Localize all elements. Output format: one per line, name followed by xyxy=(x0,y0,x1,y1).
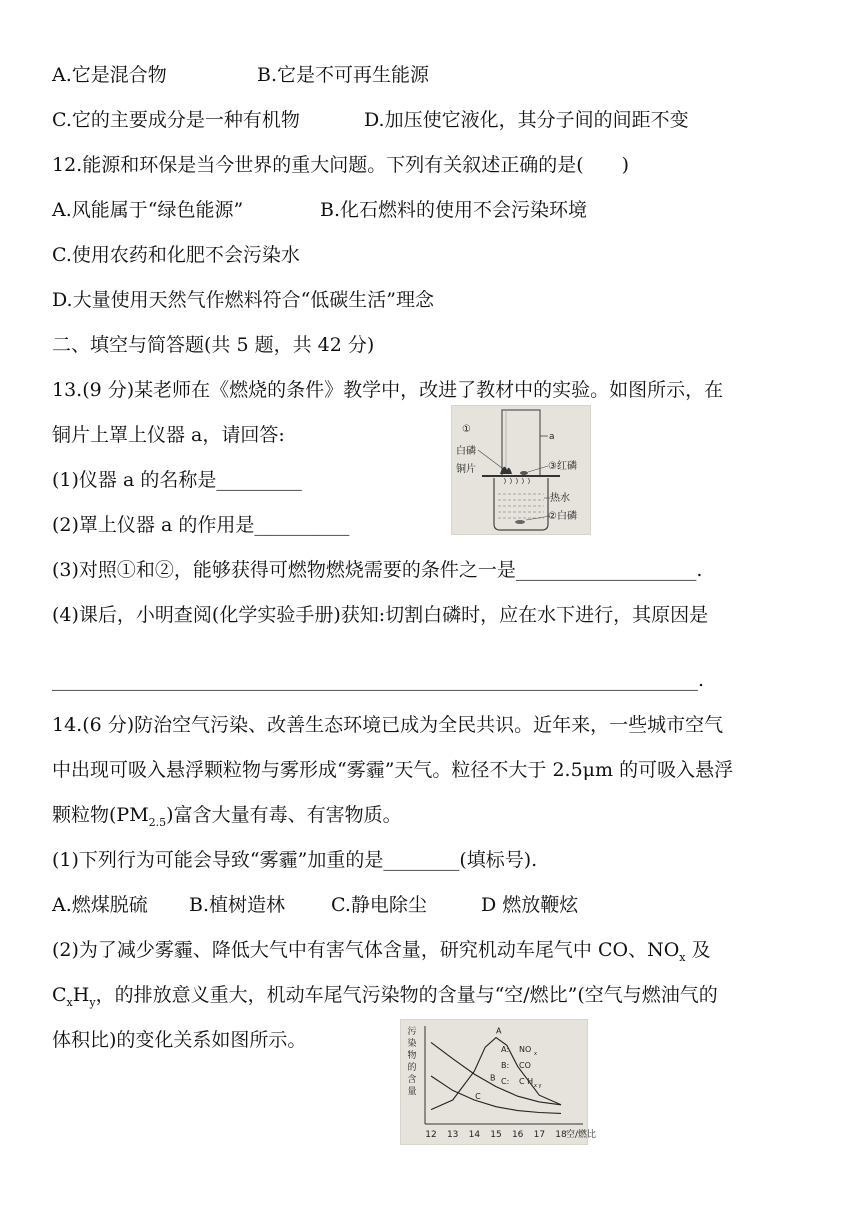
legend-name: C H xyxy=(519,1077,534,1086)
q14-stem-line3-end: )富含大量有毒、有害物质。 xyxy=(166,804,402,826)
q12-option-d: D.大量使用天然气作燃料符合“低碳生活”理念 xyxy=(52,289,435,311)
legend-subscript: x xyxy=(534,1051,537,1057)
y-axis-label-char: 的 xyxy=(407,1063,417,1073)
formula-h: H xyxy=(72,984,90,1006)
q11-option-b: B.它是不可再生能源 xyxy=(257,64,430,86)
y-axis-label-char: 染 xyxy=(407,1039,417,1049)
q14-option-a: A.燃煤脱硫 xyxy=(52,894,148,916)
q12-option-a: A.风能属于“绿色能源” xyxy=(52,199,244,221)
y-axis-label-char: 物 xyxy=(407,1051,417,1061)
q14-option-d: D 燃放鞭炫 xyxy=(481,894,579,916)
label-a: a xyxy=(549,432,555,442)
label-white-phosphorus-2: ②白磷 xyxy=(548,511,577,522)
formula-sub-x: x xyxy=(66,996,73,1009)
series-line-1 xyxy=(431,1038,561,1110)
label-hot-water: 热水 xyxy=(550,493,570,504)
section-title: 二、填空与简答题(共 5 题，共 42 分) xyxy=(52,334,375,356)
label-white-phosphorus: 白磷 xyxy=(456,446,476,457)
pm-subscript: 2.5 xyxy=(148,816,167,829)
x-tick-label: 13 xyxy=(446,1130,459,1140)
q12-stem: 12.能源和环保是当今世界的重大问题。下列有关叙述正确的是( ) xyxy=(52,154,630,176)
series-line-2 xyxy=(431,1042,561,1104)
curve-label-C: C xyxy=(475,1091,481,1101)
q14-part2-line1 xyxy=(52,937,711,971)
series-line-3 xyxy=(431,1073,561,1113)
apparatus-diagram xyxy=(452,406,590,534)
nox-subscript: x xyxy=(679,951,686,964)
q11-options-row1 xyxy=(52,62,430,88)
q12-option-c: C.使用农药和化肥不会污染水 xyxy=(52,244,300,266)
x-tick-label: 14 xyxy=(468,1130,481,1140)
q12-option-b: B.化石燃料的使用不会污染环境 xyxy=(320,199,588,221)
red-phosphorus xyxy=(520,471,528,475)
q13-stem-line1: 13.(9 分)某老师在《燃烧的条件》教学中，改进了教材中的实验。如图所示，在 xyxy=(52,379,724,401)
q14-options xyxy=(52,892,579,918)
y-axis-label-char: 量 xyxy=(407,1087,417,1097)
label-red-phosphorus: ③红磷 xyxy=(548,461,577,472)
q11-option-d: D.加压使它液化，其分子间的间距不变 xyxy=(364,109,689,131)
apparatus-figure xyxy=(451,405,591,535)
q14-option-c: C.静电除尘 xyxy=(331,894,427,916)
legend-subscript: x y xyxy=(534,1083,542,1089)
legend-key: B: xyxy=(501,1061,510,1070)
y-axis-label-char: 含 xyxy=(407,1075,417,1085)
q13-part4: (4)课后，小明查阅(化学实验手册)获知:切割白磷时，应在水下进行，其原因是 xyxy=(52,604,709,626)
x-tick-label: 17 xyxy=(533,1130,546,1140)
legend-key: A: xyxy=(501,1045,510,1054)
label-1: ① xyxy=(462,424,471,435)
q14-part1: (1)下列行为可能会导致“雾霾”加重的是________(填标号). xyxy=(52,849,538,871)
legend-key: C: xyxy=(501,1077,510,1086)
label-copper: 铜片 xyxy=(456,464,476,475)
formula-sub-y: y xyxy=(89,996,96,1009)
q14-stem-line1: 14.(6 分)防治空气污染、改善生态环境已成为全民共识。近年来，一些城市空气 xyxy=(52,714,724,736)
q14-part2-line1-start: (2)为了减少雾霾、降低大气中有害气体含量，研究机动车尾气中 CO、NO xyxy=(52,939,680,961)
x-tick-label: 12 xyxy=(425,1130,437,1140)
q14-stem-line3 xyxy=(52,802,402,836)
q14-part2-line2 xyxy=(52,982,718,1016)
q14-part2-line1-end: 及 xyxy=(685,939,711,961)
y-axis-label xyxy=(407,1026,416,1097)
legend-name: CO xyxy=(519,1061,531,1070)
container-a xyxy=(502,410,540,476)
pollutant-chart xyxy=(401,1020,597,1144)
q14-stem-line2: 中出现可吸入悬浮颗粒物与雾形成“雾霾”天气。粒径不大于 2.5μm 的可吸入悬浮 xyxy=(52,759,734,781)
q13-part2: (2)罩上仪器 a 的作用是__________ xyxy=(52,514,350,536)
q14-part2-line3: 体积比)的变化关系如图所示。 xyxy=(52,1029,307,1051)
curve-label-B: B xyxy=(490,1073,496,1083)
hot-water xyxy=(498,494,544,518)
q11-option-c: C.它的主要成分是一种有机物 xyxy=(52,109,300,131)
q14-option-b: B.植树造林 xyxy=(189,894,286,916)
q13-part1: (1)仪器 a 的名称是_________ xyxy=(52,469,302,491)
q13-part3: (3)对照①和②，能够获得可燃物燃烧需要的条件之一是___________________. xyxy=(52,559,703,581)
white-phosphorus-underwater xyxy=(515,520,525,524)
q13-answer-line: ____________________________________________________________________. xyxy=(52,669,705,691)
formula-c: C xyxy=(52,984,67,1006)
q11-options-row2 xyxy=(52,107,689,133)
q14-part2-line2-end: ，的排放意义重大，机动车尾气污染物的含量与“空/燃比”(空气与燃油气的 xyxy=(95,984,718,1006)
y-axis-label-char: 污 xyxy=(407,1027,417,1037)
curve-label-A: A xyxy=(496,1026,502,1036)
pollutant-chart-figure xyxy=(400,1019,597,1145)
x-tick-label: 15 xyxy=(490,1130,502,1140)
q13-stem-line2: 铜片上罩上仪器 a，请回答: xyxy=(52,424,285,446)
legend-name: NO xyxy=(519,1045,532,1054)
x-tick-label: 16 xyxy=(511,1130,524,1140)
x-axis-label: 空/燃比 xyxy=(566,1130,597,1140)
q14-stem-line3-start: 颗粒物(PM xyxy=(52,804,149,826)
q11-option-a: A.它是混合物 xyxy=(52,64,167,86)
q12-options-row1 xyxy=(52,197,588,223)
x-tick-label: 18 xyxy=(555,1130,567,1140)
